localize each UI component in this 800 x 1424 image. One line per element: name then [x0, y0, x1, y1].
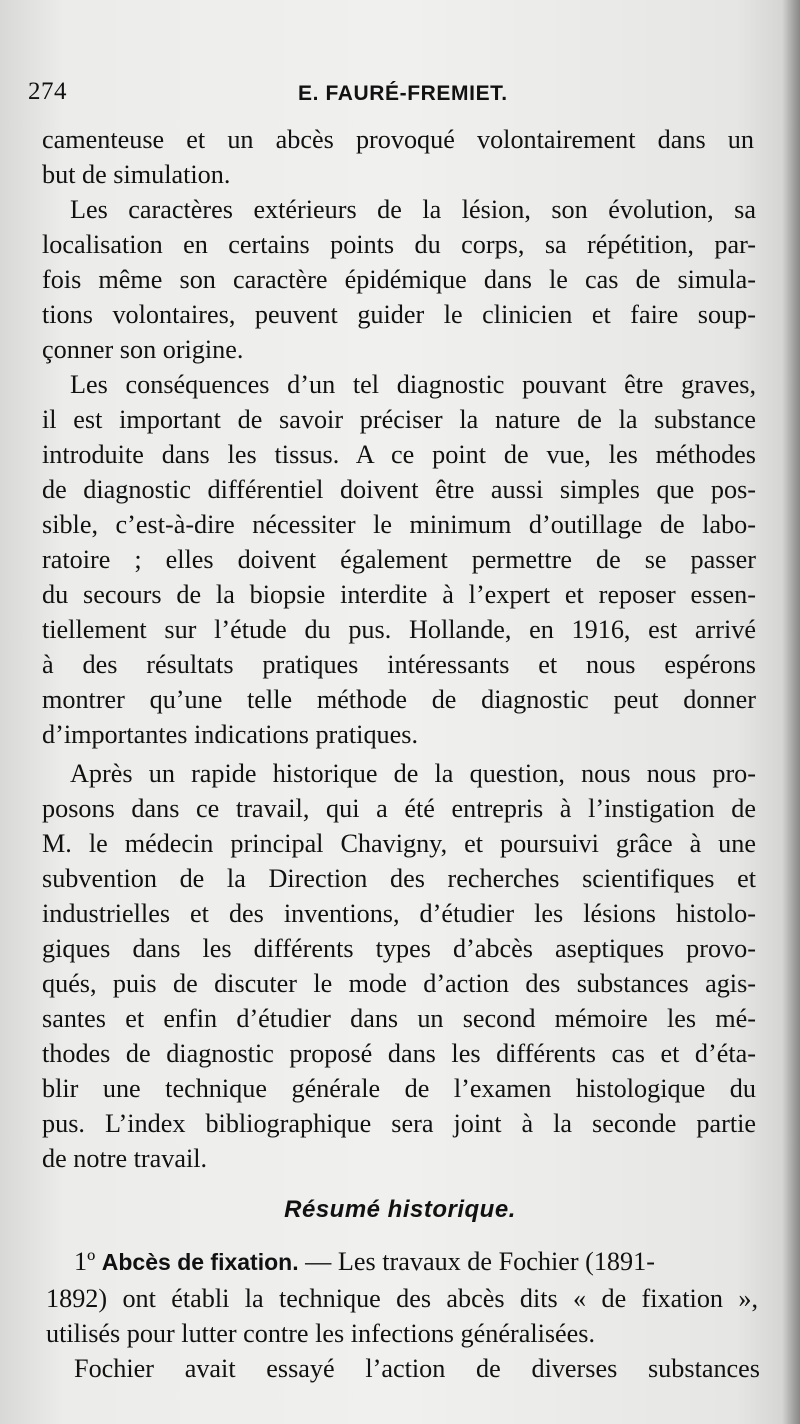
- section-heading: Résumé historique.: [284, 1196, 516, 1223]
- text-line: but de simulation.: [42, 160, 231, 189]
- subsection-title: Abcès de fixation.: [101, 1249, 299, 1275]
- text-line: 1892) ont établi la technique des abcès dits « de fixation »,: [46, 1284, 758, 1313]
- text-line: localisation en certains points du corps, sa répétition, par-: [42, 230, 756, 259]
- text-line: posons dans ce travail, qui a été entrepris à l’instigation de: [42, 794, 756, 823]
- text-line: tions volontaires, peuvent guider le clinicien et faire soup-: [42, 300, 756, 329]
- text-line: santes et enfin d’étudier dans un second mémoire les mé-: [42, 1004, 756, 1033]
- page-number: 274: [28, 78, 67, 105]
- text-line: sible, c’est-à-dire nécessiter le minimum d’outillage de labo-: [42, 510, 756, 539]
- text-line: camenteuse et un abcès provoqué volontairement dans un: [42, 125, 754, 154]
- text-line: utilisés pour lutter contre les infections généralisées.: [46, 1319, 596, 1348]
- text-line: tiellement sur l’étude du pus. Hollande, en 1916, est arrivé: [42, 615, 756, 644]
- text-line: à des résultats pratiques intéressants et nous espérons: [42, 650, 756, 679]
- text-line: introduite dans les tissus. A ce point de vue, les méthodes: [42, 440, 756, 469]
- text-line: de notre travail.: [42, 1144, 208, 1173]
- text-line: Les caractères extérieurs de la lésion, son évolution, sa: [70, 195, 756, 224]
- text-line: qués, puis de discuter le mode d’action des substances agis-: [42, 969, 756, 998]
- text-line: Fochier avait essayé l’action de diverses substances: [74, 1354, 760, 1383]
- text-line: industrielles et des inventions, d’étudier les lésions histolo-: [42, 899, 756, 928]
- text-line: fois même son caractère épidémique dans le cas de simula-: [42, 265, 756, 294]
- text-line: montrer qu’une telle méthode de diagnostic peut donner: [42, 685, 756, 714]
- text-line: M. le médecin principal Chavigny, et poursuivi grâce à une: [42, 829, 756, 858]
- text-line: subvention de la Direction des recherches scientifiques et: [42, 864, 756, 893]
- subsection-text-run: — Les travaux de Fochier (1891-: [298, 1247, 655, 1276]
- text-line: il est important de savoir préciser la nature de la substance: [42, 405, 756, 434]
- running-head: E. FAURÉ-FREMIET.: [298, 82, 508, 105]
- page-header: [26, 78, 726, 112]
- text-line: du secours de la biopsie interdite à l’expert et reposer essen-: [42, 580, 756, 609]
- text-line: thodes de diagnostic proposé dans les différents cas et d’éta-: [42, 1039, 756, 1068]
- subsection-number: 1º: [74, 1247, 96, 1276]
- text-line: ratoire ; elles doivent également permettre de se passer: [42, 545, 756, 574]
- text-line: Les conséquences d’un tel diagnostic pouvant être graves,: [70, 370, 756, 399]
- text-line: pus. L’index bibliographique sera joint à la seconde partie: [42, 1109, 756, 1138]
- text-line: giques dans les différents types d’abcès aseptiques provo-: [42, 934, 756, 963]
- subsection-first-line: [74, 1244, 756, 1280]
- text-line: d’importantes indications pratiques.: [42, 720, 418, 749]
- text-line: de diagnostic différentiel doivent être aussi simples que pos-: [42, 475, 756, 504]
- text-line: çonner son origine.: [42, 335, 244, 364]
- text-line: blir une technique générale de l’examen histologique du: [42, 1074, 756, 1103]
- text-line: Après un rapide historique de la question, nous nous pro-: [70, 759, 756, 788]
